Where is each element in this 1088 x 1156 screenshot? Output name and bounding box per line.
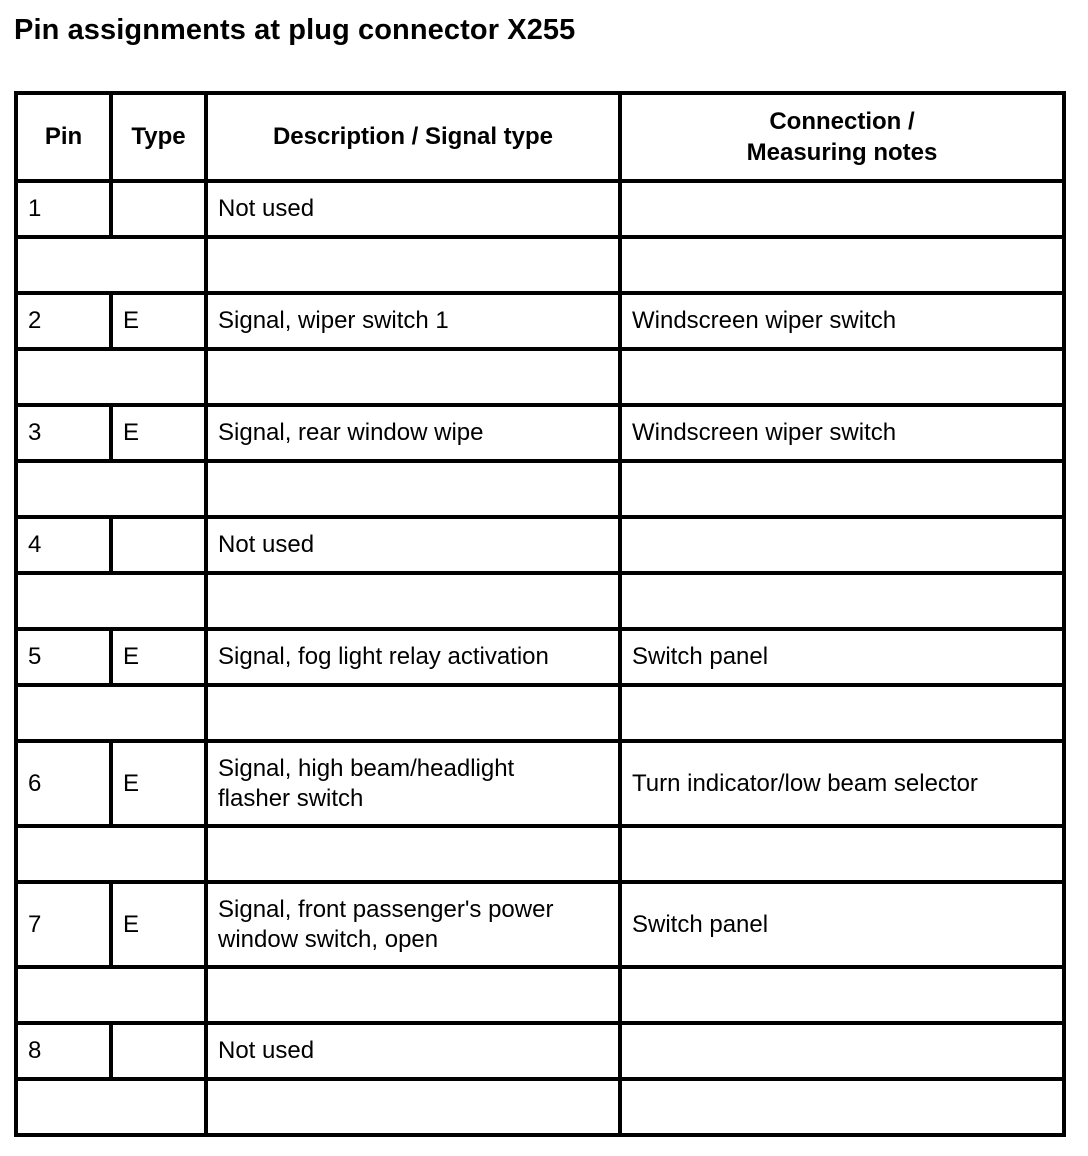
- page-title: Pin assignments at plug connector X255: [14, 14, 576, 46]
- column-header-notes: Connection / Measuring notes: [620, 93, 1064, 181]
- spacer-cell: [16, 1079, 206, 1135]
- spacer-cell: [206, 349, 620, 405]
- spacer-cell: [620, 967, 1064, 1023]
- spacer-row: [16, 685, 1064, 741]
- notes-cell: Switch panel: [620, 882, 1064, 967]
- pin-cell: 2: [16, 293, 111, 349]
- spacer-cell: [620, 461, 1064, 517]
- spacer-row: [16, 967, 1064, 1023]
- notes-cell: [620, 517, 1064, 573]
- table-row: [16, 741, 1064, 826]
- type-cell: [111, 1023, 206, 1079]
- spacer-row: [16, 573, 1064, 629]
- type-cell: E: [111, 405, 206, 461]
- spacer-row: [16, 237, 1064, 293]
- spacer-cell: [206, 237, 620, 293]
- spacer-cell: [206, 967, 620, 1023]
- description-cell: Signal, wiper switch 1: [206, 293, 620, 349]
- type-cell: E: [111, 293, 206, 349]
- spacer-cell: [620, 685, 1064, 741]
- type-cell: [111, 181, 206, 237]
- spacer-cell: [620, 573, 1064, 629]
- pin-cell: 8: [16, 1023, 111, 1079]
- pin-cell: 7: [16, 882, 111, 967]
- notes-cell: [620, 181, 1064, 237]
- column-header-type: Type: [111, 93, 206, 181]
- spacer-cell: [16, 237, 206, 293]
- description-cell: Signal, fog light relay activation: [206, 629, 620, 685]
- spacer-cell: [206, 573, 620, 629]
- spacer-cell: [16, 461, 206, 517]
- pin-cell: 4: [16, 517, 111, 573]
- table-row: [16, 293, 1064, 349]
- type-cell: E: [111, 741, 206, 826]
- pin-cell: 1: [16, 181, 111, 237]
- description-cell: Not used: [206, 517, 620, 573]
- spacer-cell: [206, 461, 620, 517]
- description-cell: Not used: [206, 181, 620, 237]
- spacer-cell: [206, 1079, 620, 1135]
- type-cell: E: [111, 882, 206, 967]
- spacer-row: [16, 826, 1064, 882]
- table-row: [16, 882, 1064, 967]
- table-row: [16, 517, 1064, 573]
- column-header-pin: Pin: [16, 93, 111, 181]
- spacer-cell: [16, 826, 206, 882]
- column-header-description: Description / Signal type: [206, 93, 620, 181]
- pin-cell: 3: [16, 405, 111, 461]
- spacer-cell: [620, 826, 1064, 882]
- spacer-cell: [620, 1079, 1064, 1135]
- description-cell: Signal, rear window wipe: [206, 405, 620, 461]
- spacer-cell: [206, 685, 620, 741]
- description-cell: Signal, high beam/headlight flasher switch: [206, 741, 620, 826]
- table-header-row: [16, 93, 1064, 181]
- description-cell: Not used: [206, 1023, 620, 1079]
- pin-cell: 5: [16, 629, 111, 685]
- notes-cell: Windscreen wiper switch: [620, 293, 1064, 349]
- spacer-row: [16, 461, 1064, 517]
- spacer-cell: [620, 349, 1064, 405]
- table-row: [16, 181, 1064, 237]
- spacer-cell: [16, 573, 206, 629]
- type-cell: [111, 517, 206, 573]
- description-cell: Signal, front passenger's power window switch, open: [206, 882, 620, 967]
- spacer-cell: [206, 826, 620, 882]
- notes-cell: [620, 1023, 1064, 1079]
- table-row: [16, 405, 1064, 461]
- spacer-cell: [16, 967, 206, 1023]
- spacer-row: [16, 1079, 1064, 1135]
- spacer-cell: [16, 349, 206, 405]
- spacer-cell: [620, 237, 1064, 293]
- table-row: [16, 1023, 1064, 1079]
- type-cell: E: [111, 629, 206, 685]
- table-row: [16, 629, 1064, 685]
- spacer-cell: [16, 685, 206, 741]
- notes-cell: Switch panel: [620, 629, 1064, 685]
- notes-cell: Windscreen wiper switch: [620, 405, 1064, 461]
- pin-cell: 6: [16, 741, 111, 826]
- pin-assignment-table: [14, 91, 1066, 1137]
- notes-cell: Turn indicator/low beam selector: [620, 741, 1064, 826]
- spacer-row: [16, 349, 1064, 405]
